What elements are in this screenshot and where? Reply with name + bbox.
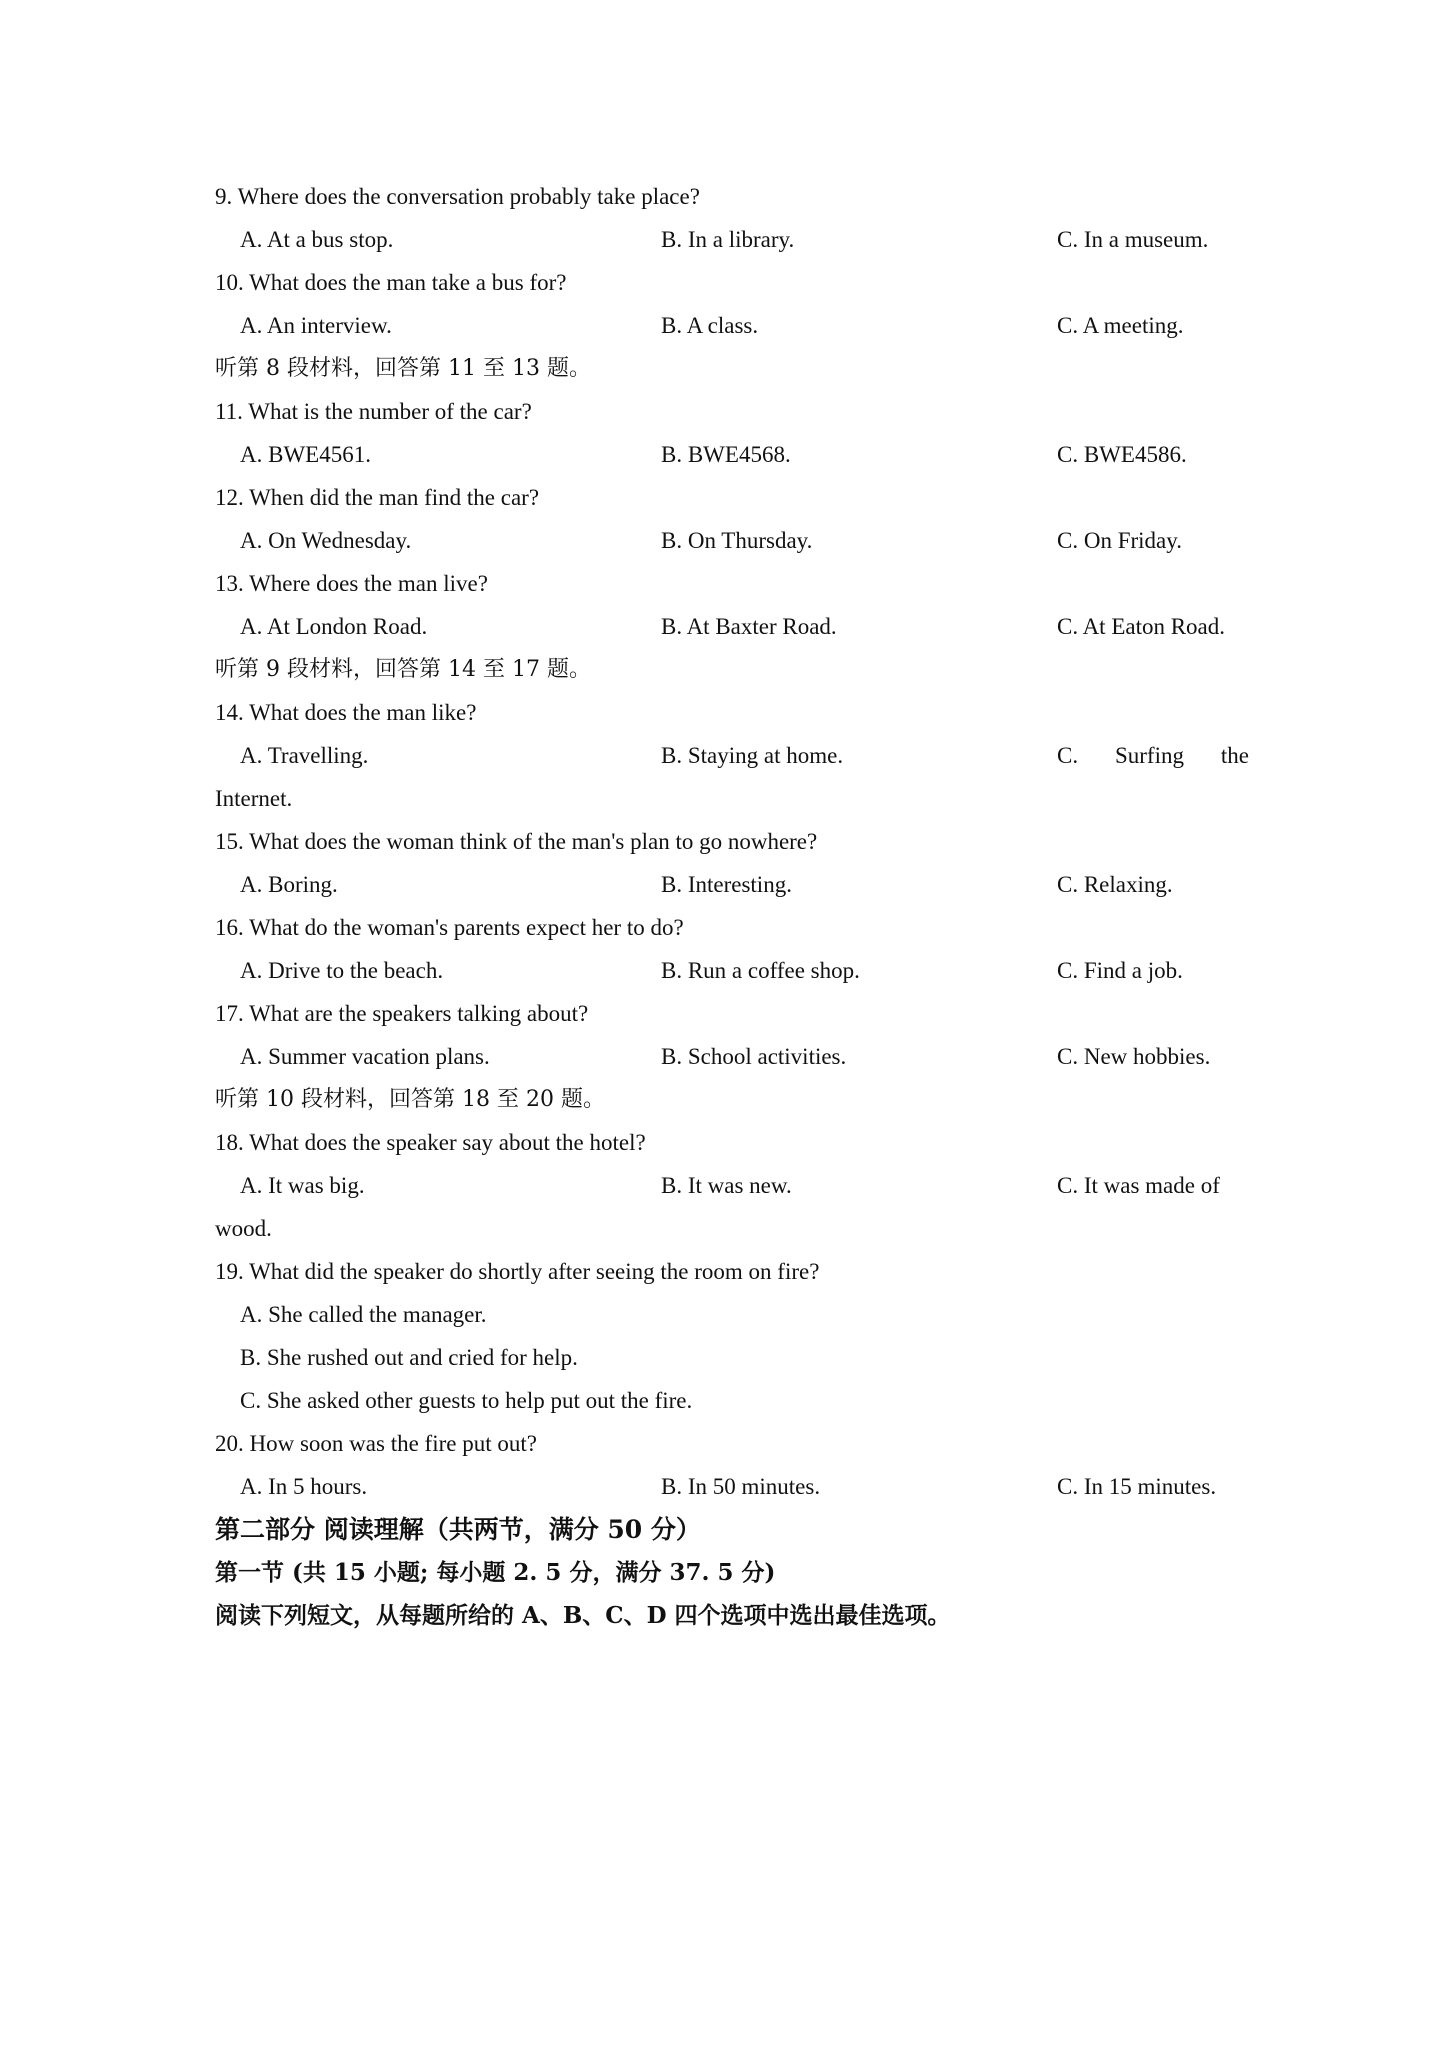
option-c-part: C. — [1057, 743, 1079, 768]
question-text: 14. What does the man like? — [215, 700, 477, 725]
option-c-part: Surfing — [1114, 743, 1184, 768]
option-b: B. Staying at home. — [661, 743, 844, 768]
question-12-options — [0, 519, 1447, 562]
question-19-option-c — [0, 1379, 1447, 1422]
section-title: 第一节 (共 15 小题; 每小题 2. 5 分，满分 37. 5 分) — [215, 1559, 776, 1586]
option-c: C. It was made of — [1057, 1173, 1220, 1198]
part-title: 第二部分 阅读理解（共两节，满分 50 分） — [215, 1515, 701, 1544]
question-text: 13. Where does the man live? — [215, 571, 488, 596]
option-a: A. BWE4561. — [240, 442, 371, 467]
question-20 — [0, 1422, 1447, 1465]
question-text: 19. What did the speaker do shortly after seeing the room on fire? — [215, 1259, 820, 1284]
option-b: B. On Thursday. — [661, 528, 813, 553]
option-a: A. On Wednesday. — [240, 528, 412, 553]
question-text: 17. What are the speakers talking about? — [215, 1001, 589, 1026]
question-13-options — [0, 605, 1447, 648]
listening-instruction-10 — [0, 1078, 1447, 1121]
question-11-options — [0, 433, 1447, 476]
question-17 — [0, 992, 1447, 1035]
option-c: C. Find a job. — [1057, 958, 1183, 983]
option-b: B. Run a coffee shop. — [661, 958, 860, 983]
option-a: A. In 5 hours. — [240, 1474, 368, 1499]
option-b: B. In 50 minutes. — [661, 1474, 821, 1499]
option-b: B. At Baxter Road. — [661, 614, 837, 639]
question-10 — [0, 261, 1447, 304]
instruction-text: 听第 8 段材料，回答第 11 至 13 题。 — [215, 356, 591, 381]
option-a: A. An interview. — [240, 313, 392, 338]
question-18 — [0, 1121, 1447, 1164]
option-c: C. At Eaton Road. — [1057, 614, 1226, 639]
question-19-option-b — [0, 1336, 1447, 1379]
question-text: 20. How soon was the fire put out? — [215, 1431, 537, 1456]
option-c: C. In 15 minutes. — [1057, 1474, 1217, 1499]
instruction-text: 阅读下列短文，从每题所给的 A、B、C、D 四个选项中选出最佳选项。 — [215, 1602, 951, 1629]
question-15-options — [0, 863, 1447, 906]
option-b: B. A class. — [661, 313, 759, 338]
question-text: 16. What do the woman's parents expect her to do? — [215, 915, 684, 940]
option-b: B. School activities. — [661, 1044, 847, 1069]
question-16 — [0, 906, 1447, 949]
option-c: C. Relaxing. — [1057, 872, 1173, 897]
question-18-options — [0, 1164, 1447, 1207]
option-a: A. Travelling. — [240, 743, 369, 768]
instruction-text: 听第 10 段材料，回答第 18 至 20 题。 — [215, 1087, 605, 1112]
instruction-text: 听第 9 段材料，回答第 14 至 17 题。 — [215, 657, 591, 682]
option-c-part: the — [1220, 743, 1249, 768]
question-11 — [0, 390, 1447, 433]
option-a: A. She called the manager. — [240, 1302, 487, 1327]
option-b: B. It was new. — [661, 1173, 792, 1198]
part-2-heading — [0, 1508, 1447, 1551]
question-15 — [0, 820, 1447, 863]
question-20-options — [0, 1465, 1447, 1508]
option-a: A. Drive to the beach. — [240, 958, 444, 983]
question-text: 15. What does the woman think of the man's plan to go nowhere? — [215, 829, 818, 854]
question-text: 12. When did the man find the car? — [215, 485, 540, 510]
question-19 — [0, 1250, 1447, 1293]
option-c: C. On Friday. — [1057, 528, 1183, 553]
option-c-wrap: Internet. — [215, 786, 293, 811]
option-c: C. BWE4586. — [1057, 442, 1187, 467]
option-c: C. New hobbies. — [1057, 1044, 1211, 1069]
option-b: B. Interesting. — [661, 872, 792, 897]
question-19-option-a — [0, 1293, 1447, 1336]
question-18-option-c-continued — [0, 1207, 1447, 1250]
option-c — [1057, 734, 1249, 777]
question-14-options — [0, 734, 1447, 777]
option-a: A. It was big. — [240, 1173, 365, 1198]
question-9 — [0, 175, 1447, 218]
question-14-option-c-continued — [0, 777, 1447, 820]
question-text: 10. What does the man take a bus for? — [215, 270, 567, 295]
option-c-wrap: wood. — [215, 1216, 272, 1241]
option-b: B. She rushed out and cried for help. — [240, 1345, 578, 1370]
question-10-options — [0, 304, 1447, 347]
option-c: C. She asked other guests to help put out the fire. — [240, 1388, 693, 1413]
question-17-options — [0, 1035, 1447, 1078]
question-text: 18. What does the speaker say about the hotel? — [215, 1130, 646, 1155]
question-14 — [0, 691, 1447, 734]
option-a: A. At a bus stop. — [240, 227, 394, 252]
option-c: C. In a museum. — [1057, 227, 1209, 252]
option-c: C. A meeting. — [1057, 313, 1184, 338]
question-13 — [0, 562, 1447, 605]
question-text: 9. Where does the conversation probably take place? — [215, 184, 700, 209]
option-b: B. BWE4568. — [661, 442, 791, 467]
option-a: A. At London Road. — [240, 614, 428, 639]
question-12 — [0, 476, 1447, 519]
section-1-heading — [0, 1551, 1447, 1594]
option-b: B. In a library. — [661, 227, 795, 252]
option-a: A. Boring. — [240, 872, 338, 897]
listening-instruction-9 — [0, 648, 1447, 691]
option-a: A. Summer vacation plans. — [240, 1044, 490, 1069]
reading-instruction — [0, 1594, 1447, 1637]
question-text: 11. What is the number of the car? — [215, 399, 532, 424]
question-9-options — [0, 218, 1447, 261]
question-16-options — [0, 949, 1447, 992]
listening-instruction-8 — [0, 347, 1447, 390]
